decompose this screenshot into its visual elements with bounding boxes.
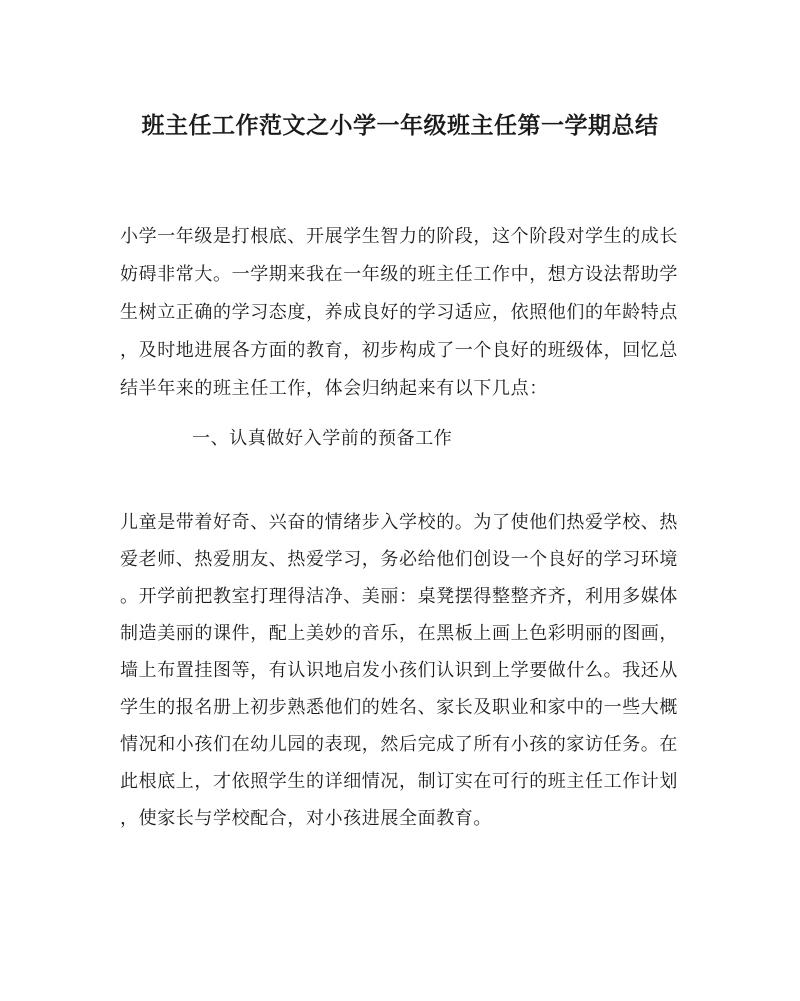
paragraph-2-line: 。开学前把教室打理得洁净、美丽：桌凳摆得整整齐齐，利用多媒体 [120, 586, 678, 607]
paragraph-1-line: ，及时地进展各方面的教育，初步构成了一个良好的班级体，回忆总 [120, 340, 678, 361]
paragraph-1-line: 妨碍非常大。一学期来我在一年级的班主任工作中，想方设法帮助学 [120, 264, 678, 285]
section-heading: 一、认真做好入学前的预备工作 [192, 428, 453, 449]
paragraph-2-line: 制造美丽的课件，配上美妙的音乐，在黑板上画上色彩明丽的图画， [120, 623, 678, 644]
paragraph-1-line: 小学一年级是打根底、开展学生智力的阶段，这个阶段对学生的成长 [120, 226, 678, 247]
paragraph-2-line: 墙上布置挂图等，有认识地启发小孩们认识到上学要做什么。我还从 [120, 660, 678, 681]
paragraph-2-line: 爱老师、热爱朋友、热爱学习，务必给他们创设一个良好的学习环境 [120, 549, 678, 570]
paragraph-2-line: ，使家长与学校配合，对小孩进展全面教育。 [120, 808, 492, 829]
paragraph-2-line: 儿童是带着好奇、兴奋的情绪步入学校的。为了使他们热爱学校、热 [120, 512, 678, 533]
paragraph-2-line: 此根底上，才依照学生的详细情况，制订实在可行的班主任工作计划 [120, 771, 678, 792]
paragraph-2-line: 学生的报名册上初步熟悉他们的姓名、家长及职业和家中的一些大概 [120, 697, 678, 718]
paragraph-2-line: 情况和小孩们在幼儿园的表现，然后完成了所有小孩的家访任务。在 [120, 734, 678, 755]
document-title: 班主任工作范文之小学一年级班主任第一学期总结 [141, 112, 659, 139]
paragraph-1-line: 生树立正确的学习态度，养成良好的学习适应，依照他们的年龄特点 [120, 302, 678, 323]
paragraph-1-line: 结半年来的班主任工作，体会归纳起来有以下几点： [120, 378, 548, 399]
